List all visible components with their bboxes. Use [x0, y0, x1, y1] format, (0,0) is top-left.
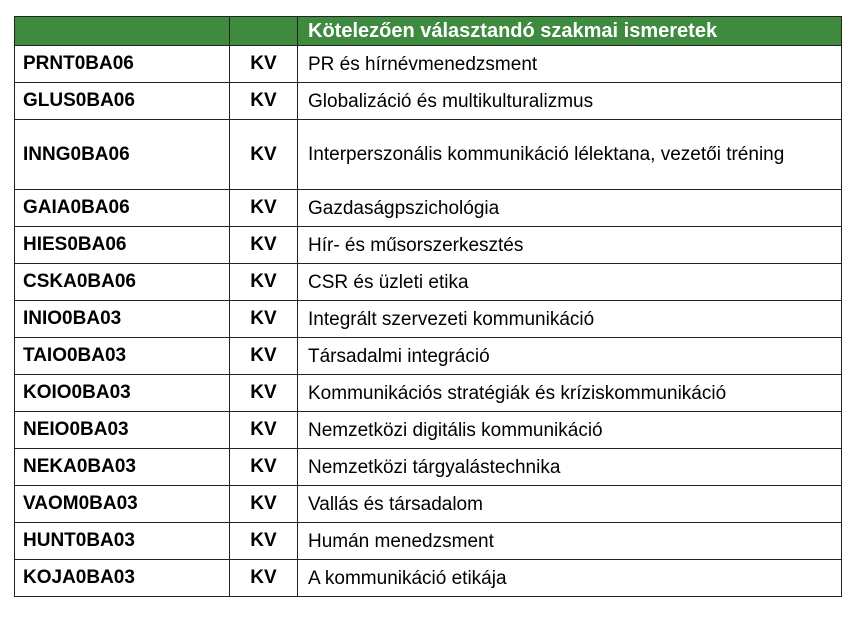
- course-name: Integrált szervezeti kommunikáció: [298, 301, 842, 338]
- table-row: [15, 338, 842, 375]
- course-code: GLUS0BA06: [15, 83, 230, 120]
- course-code: TAIO0BA03: [15, 338, 230, 375]
- table-row: [15, 227, 842, 264]
- course-code: VAOM0BA03: [15, 486, 230, 523]
- course-name: Humán menedzsment: [298, 523, 842, 560]
- course-name: CSR és üzleti etika: [298, 264, 842, 301]
- course-type: KV: [230, 227, 298, 264]
- course-code: GAIA0BA06: [15, 190, 230, 227]
- course-code: HUNT0BA03: [15, 523, 230, 560]
- course-name: A kommunikáció etikája: [298, 560, 842, 597]
- course-code: INNG0BA06: [15, 120, 230, 190]
- table-row: [15, 486, 842, 523]
- course-type: KV: [230, 486, 298, 523]
- table-row: [15, 264, 842, 301]
- course-name: Nemzetközi tárgyalástechnika: [298, 449, 842, 486]
- table-row: [15, 46, 842, 83]
- table-header-row: [15, 17, 842, 46]
- course-name: Interperszonális kommunikáció lélektana, vezetői tréning: [298, 120, 842, 190]
- course-name: Hír- és műsorszerkesztés: [298, 227, 842, 264]
- course-type: KV: [230, 264, 298, 301]
- table-title: Kötelezően választandó szakmai ismeretek: [298, 17, 842, 46]
- table-row: [15, 449, 842, 486]
- course-table: [14, 16, 842, 597]
- course-type: KV: [230, 412, 298, 449]
- course-name: Társadalmi integráció: [298, 338, 842, 375]
- course-type: KV: [230, 375, 298, 412]
- course-type: KV: [230, 46, 298, 83]
- course-code: CSKA0BA06: [15, 264, 230, 301]
- course-type: KV: [230, 560, 298, 597]
- course-name: Globalizáció és multikulturalizmus: [298, 83, 842, 120]
- course-type: KV: [230, 190, 298, 227]
- table-row: [15, 83, 842, 120]
- course-code: KOJA0BA03: [15, 560, 230, 597]
- course-name: Kommunikációs stratégiák és kríziskommunikáció: [298, 375, 842, 412]
- table-row: [15, 375, 842, 412]
- course-code: NEKA0BA03: [15, 449, 230, 486]
- table-row: [15, 412, 842, 449]
- course-type: KV: [230, 301, 298, 338]
- course-type: KV: [230, 449, 298, 486]
- table-row: [15, 190, 842, 227]
- course-type: KV: [230, 338, 298, 375]
- course-name: Vallás és társadalom: [298, 486, 842, 523]
- course-code: INIO0BA03: [15, 301, 230, 338]
- header-type-cell: [230, 17, 298, 46]
- course-type: KV: [230, 120, 298, 190]
- course-type: KV: [230, 83, 298, 120]
- table-row: [15, 301, 842, 338]
- table-row: [15, 120, 842, 190]
- course-name: Gazdaságpszichológia: [298, 190, 842, 227]
- course-code: NEIO0BA03: [15, 412, 230, 449]
- course-code: HIES0BA06: [15, 227, 230, 264]
- table-row: [15, 560, 842, 597]
- header-code-cell: [15, 17, 230, 46]
- course-name: PR és hírnévmenedzsment: [298, 46, 842, 83]
- course-type: KV: [230, 523, 298, 560]
- course-name: Nemzetközi digitális kommunikáció: [298, 412, 842, 449]
- course-code: PRNT0BA06: [15, 46, 230, 83]
- course-code: KOIO0BA03: [15, 375, 230, 412]
- table-row: [15, 523, 842, 560]
